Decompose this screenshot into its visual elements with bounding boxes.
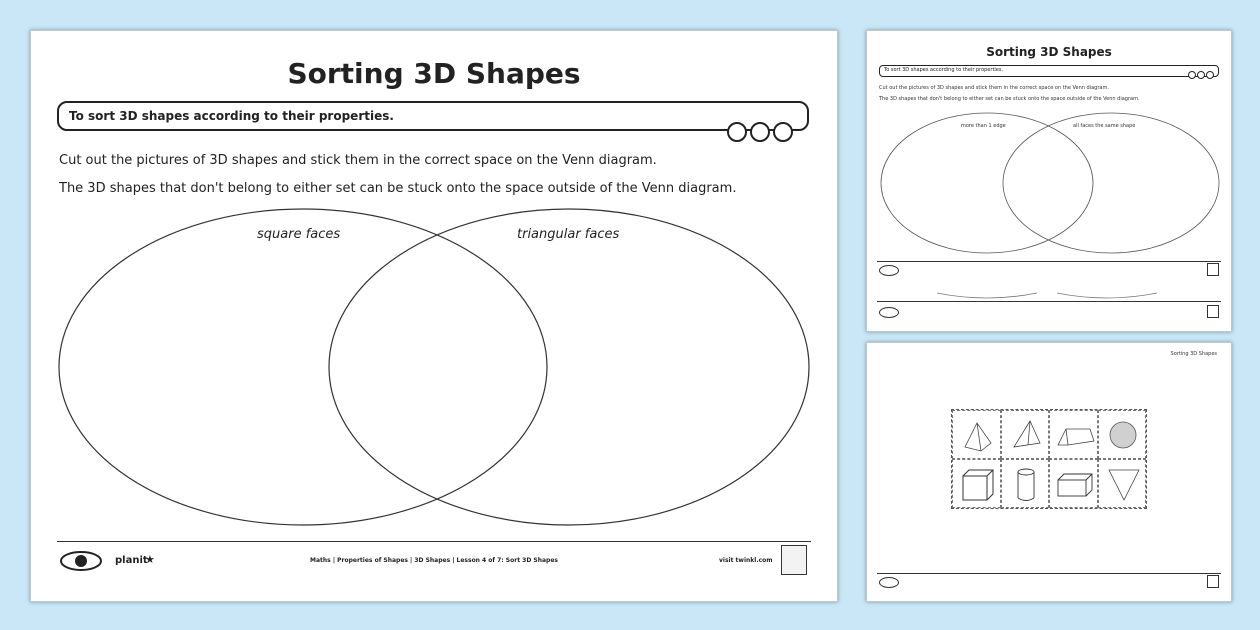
learning-objective: To sort 3D shapes according to their properties. xyxy=(69,109,394,123)
page-title: Sorting 3D Shapes xyxy=(287,57,581,90)
instruction-line-2: The 3D shapes that don't belong to either set can be stuck onto the space outside of the Venn diagram. xyxy=(59,181,737,196)
thumbnail-venn-arc xyxy=(937,293,1037,298)
footer-brand: planit xyxy=(115,555,148,566)
shape-cutout-card xyxy=(1049,410,1098,459)
venn-label-square-faces: square faces xyxy=(257,227,341,242)
venn-diagram xyxy=(31,31,837,601)
shape-cutout-card xyxy=(1098,410,1147,459)
footer-divider xyxy=(57,541,811,542)
cuboid-icon xyxy=(1050,460,1099,510)
star-icon: ★ xyxy=(145,553,155,566)
thumbnail-footer-divider xyxy=(877,573,1221,574)
shape-cutout-card xyxy=(1098,459,1147,508)
footer-website: visit twinkl.com xyxy=(719,557,773,564)
shape-cutout-card xyxy=(1049,459,1098,508)
shape-cutout-card xyxy=(1001,410,1050,459)
thumbnail-title: Sorting 3D Shapes xyxy=(986,45,1112,59)
venn-set-triangular-faces xyxy=(329,209,809,525)
sphere-icon xyxy=(1099,411,1148,461)
cube-icon xyxy=(953,460,1002,510)
thumbnail-venn-diagram xyxy=(867,31,1231,331)
cone-icon xyxy=(1099,460,1148,510)
thumbnail-venn-label-a: more than 1 edge xyxy=(961,123,1006,129)
shape-cutout-grid xyxy=(951,409,1147,509)
square-based-pyramid-icon xyxy=(953,411,1002,461)
shape-cutout-card xyxy=(952,459,1001,508)
worksheet-thumbnail-cutouts[interactable] xyxy=(866,342,1232,602)
worksheet-main xyxy=(30,30,838,602)
thumbnail-objective: To sort 3D shapes according to their properties. xyxy=(884,67,1004,73)
worksheet-thumbnail-venn[interactable] xyxy=(866,30,1232,332)
thumbnail-footer-divider xyxy=(877,301,1221,302)
planit-stamp-icon xyxy=(1207,263,1219,276)
thumbnail-venn-set-b xyxy=(1003,113,1219,253)
triangular-pyramid-icon xyxy=(1002,411,1051,461)
thumbnail-instruction-2: The 3D shapes that don't belong to either set can be stuck onto the space outside of the Venn diagram. xyxy=(879,96,1140,102)
planit-stamp-icon xyxy=(1207,305,1219,318)
planit-stamp-icon xyxy=(781,545,807,575)
thumbnail-instruction-1: Cut out the pictures of 3D shapes and stick them in the correct space on the Venn diagram. xyxy=(879,85,1109,91)
twinkl-logo-icon xyxy=(879,265,899,276)
instruction-line-1: Cut out the pictures of 3D shapes and stick them in the correct space on the Venn diagram. xyxy=(59,153,657,168)
shape-cutout-card xyxy=(1001,459,1050,508)
cylinder-icon xyxy=(1002,460,1051,510)
triangular-prism-icon xyxy=(1050,411,1099,461)
twinkl-logo-icon xyxy=(879,577,899,588)
planit-stamp-icon xyxy=(1207,575,1219,588)
thumbnail-header: Sorting 3D Shapes xyxy=(1170,351,1217,357)
footer-lesson-info: Maths | Properties of Shapes | 3D Shapes | Lesson 4 of 7: Sort 3D Shapes xyxy=(310,557,558,564)
venn-set-square-faces xyxy=(59,209,547,525)
thumbnail-venn-set-a xyxy=(881,113,1093,253)
venn-label-triangular-faces: triangular faces xyxy=(517,227,620,242)
thumbnail-venn-label-b: all faces the same shape xyxy=(1073,123,1136,129)
thumbnail-footer-divider xyxy=(877,261,1221,262)
twinkl-logo-icon xyxy=(879,307,899,318)
thumbnail-venn-arc xyxy=(1057,293,1157,298)
shape-cutout-card xyxy=(952,410,1001,459)
